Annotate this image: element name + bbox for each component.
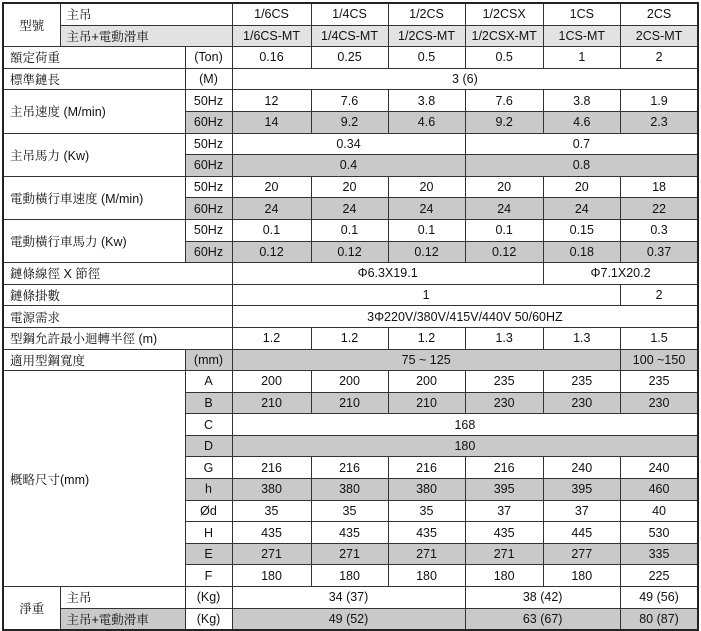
value-cell: 1.5 — [620, 327, 698, 349]
value-cell: 435 — [232, 522, 311, 544]
value-cell: 235 — [465, 371, 543, 393]
value-cell: 216 — [465, 457, 543, 479]
unit-cell: (Ton) — [185, 47, 232, 69]
value-cell: 1.2 — [232, 327, 311, 349]
value-cell: 380 — [388, 479, 465, 501]
dimension-key: B — [185, 392, 232, 414]
value-cell: 0.12 — [388, 241, 465, 263]
value-cell: 100 ~150 — [620, 349, 698, 371]
table-row — [3, 263, 698, 285]
table-row — [3, 3, 698, 25]
value-cell: 0.3 — [620, 219, 698, 241]
value-cell: 63 (67) — [465, 608, 620, 630]
freq-cell: 50Hz — [185, 133, 232, 155]
value-cell: 230 — [465, 392, 543, 414]
value-cell: 240 — [620, 457, 698, 479]
dimension-key: A — [185, 371, 232, 393]
value-cell: 216 — [232, 457, 311, 479]
value-cell: 80 (87) — [620, 608, 698, 630]
row-label: 電動橫行車馬力 (Kw) — [3, 219, 185, 262]
value-cell: 1/4CS-MT — [311, 25, 388, 47]
value-cell: 1.3 — [543, 327, 620, 349]
value-cell: Φ7.1X20.2 — [543, 263, 698, 285]
freq-cell: 50Hz — [185, 90, 232, 112]
value-cell: 35 — [232, 500, 311, 522]
value-cell: 277 — [543, 543, 620, 565]
value-cell: 0.18 — [543, 241, 620, 263]
unit-cell: (mm) — [185, 349, 232, 371]
value-cell: 180 — [311, 565, 388, 587]
main-hoist-label: 主吊 — [60, 3, 232, 25]
value-cell: 271 — [311, 543, 388, 565]
value-cell: 200 — [388, 371, 465, 393]
value-cell: 216 — [388, 457, 465, 479]
value-cell: 0.1 — [232, 219, 311, 241]
value-cell: 435 — [388, 522, 465, 544]
dimension-key: Ød — [185, 500, 232, 522]
value-cell: Φ6.3X19.1 — [232, 263, 543, 285]
value-cell: 1 — [543, 47, 620, 69]
value-cell: 2CS-MT — [620, 25, 698, 47]
value-cell: 200 — [232, 371, 311, 393]
value-cell: 14 — [232, 111, 311, 133]
value-cell: 7.6 — [465, 90, 543, 112]
value-cell: 0.5 — [465, 47, 543, 69]
value-cell: 49 (52) — [232, 608, 465, 630]
value-cell: 168 — [232, 414, 698, 436]
value-cell: 1 — [232, 284, 620, 306]
row-label: 額定荷重 — [3, 47, 185, 69]
value-cell: 37 — [465, 500, 543, 522]
dimension-key: G — [185, 457, 232, 479]
value-cell: 2 — [620, 47, 698, 69]
value-cell: 1/6CS-MT — [232, 25, 311, 47]
value-cell: 0.12 — [232, 241, 311, 263]
freq-cell: 60Hz — [185, 111, 232, 133]
value-cell: 271 — [388, 543, 465, 565]
table-row — [3, 176, 698, 198]
value-cell: 9.2 — [311, 111, 388, 133]
table-row — [3, 608, 698, 630]
value-cell: 0.25 — [311, 47, 388, 69]
value-cell: 2CS — [620, 3, 698, 25]
value-cell: 235 — [620, 371, 698, 393]
freq-cell: 50Hz — [185, 219, 232, 241]
value-cell: 0.37 — [620, 241, 698, 263]
value-cell: 4.6 — [543, 111, 620, 133]
value-cell: 395 — [465, 479, 543, 501]
main-hoist-label: 主吊 — [60, 587, 185, 609]
value-cell: 1/2CSX-MT — [465, 25, 543, 47]
value-cell: 24 — [232, 198, 311, 220]
value-cell: 1.2 — [311, 327, 388, 349]
value-cell: 216 — [311, 457, 388, 479]
value-cell: 0.12 — [311, 241, 388, 263]
value-cell: 3Φ220V/380V/415V/440V 50/60HZ — [232, 306, 698, 328]
value-cell: 20 — [388, 176, 465, 198]
value-cell: 210 — [388, 392, 465, 414]
value-cell: 230 — [543, 392, 620, 414]
dimension-key: F — [185, 565, 232, 587]
value-cell: 20 — [311, 176, 388, 198]
table-row — [3, 219, 698, 241]
table-row — [3, 587, 698, 609]
value-cell: 0.4 — [232, 155, 465, 177]
value-cell: 1/4CS — [311, 3, 388, 25]
value-cell: 12 — [232, 90, 311, 112]
dimension-key: C — [185, 414, 232, 436]
value-cell: 37 — [543, 500, 620, 522]
value-cell: 380 — [232, 479, 311, 501]
value-cell: 20 — [543, 176, 620, 198]
row-label: 主吊馬力 (Kw) — [3, 133, 185, 176]
value-cell: 24 — [465, 198, 543, 220]
value-cell: 1.3 — [465, 327, 543, 349]
value-cell: 271 — [465, 543, 543, 565]
value-cell: 0.7 — [465, 133, 698, 155]
main-trolley-label: 主吊+電動滑車 — [60, 608, 185, 630]
value-cell: 0.8 — [465, 155, 698, 177]
row-label: 鏈條線徑 X 節徑 — [3, 263, 232, 285]
value-cell: 335 — [620, 543, 698, 565]
value-cell: 240 — [543, 457, 620, 479]
value-cell: 200 — [311, 371, 388, 393]
value-cell: 3.8 — [543, 90, 620, 112]
value-cell: 225 — [620, 565, 698, 587]
value-cell: 38 (42) — [465, 587, 620, 609]
value-cell: 180 — [465, 565, 543, 587]
value-cell: 0.12 — [465, 241, 543, 263]
value-cell: 18 — [620, 176, 698, 198]
freq-cell: 60Hz — [185, 198, 232, 220]
main-trolley-label: 主吊+電動滑車 — [60, 25, 232, 47]
value-cell: 0.15 — [543, 219, 620, 241]
table-row — [3, 133, 698, 155]
freq-cell: 50Hz — [185, 176, 232, 198]
value-cell: 9.2 — [465, 111, 543, 133]
row-label: 適用型鋼寬度 — [3, 349, 185, 371]
dimension-key: E — [185, 543, 232, 565]
value-cell: 4.6 — [388, 111, 465, 133]
value-cell: 20 — [232, 176, 311, 198]
value-cell: 230 — [620, 392, 698, 414]
unit-cell: (M) — [185, 68, 232, 90]
table-row — [3, 47, 698, 69]
dimension-key: h — [185, 479, 232, 501]
value-cell: 445 — [543, 522, 620, 544]
unit-cell: (Kg) — [185, 608, 232, 630]
value-cell: 40 — [620, 500, 698, 522]
dimension-key: D — [185, 435, 232, 457]
row-label: 標準鏈長 — [3, 68, 185, 90]
value-cell: 271 — [232, 543, 311, 565]
table-row — [3, 349, 698, 371]
value-cell: 0.1 — [388, 219, 465, 241]
value-cell: 20 — [465, 176, 543, 198]
unit-cell: (Kg) — [185, 587, 232, 609]
row-label: 電源需求 — [3, 306, 232, 328]
value-cell: 210 — [232, 392, 311, 414]
value-cell: 34 (37) — [232, 587, 465, 609]
value-cell: 435 — [311, 522, 388, 544]
value-cell: 530 — [620, 522, 698, 544]
value-cell: 380 — [311, 479, 388, 501]
value-cell: 3 (6) — [232, 68, 698, 90]
value-cell: 2.3 — [620, 111, 698, 133]
value-cell: 235 — [543, 371, 620, 393]
freq-cell: 60Hz — [185, 155, 232, 177]
value-cell: 395 — [543, 479, 620, 501]
row-label: 電動橫行車速度 (M/min) — [3, 176, 185, 219]
value-cell: 1CS — [543, 3, 620, 25]
value-cell: 2 — [620, 284, 698, 306]
table-row — [3, 327, 698, 349]
value-cell: 24 — [311, 198, 388, 220]
hoist-spec-table — [2, 2, 699, 631]
value-cell: 1/2CS — [388, 3, 465, 25]
value-cell: 1/6CS — [232, 3, 311, 25]
value-cell: 1CS-MT — [543, 25, 620, 47]
value-cell: 1.9 — [620, 90, 698, 112]
net-weight-label: 淨重 — [3, 587, 60, 631]
value-cell: 49 (56) — [620, 587, 698, 609]
value-cell: 180 — [388, 565, 465, 587]
value-cell: 35 — [388, 500, 465, 522]
value-cell: 180 — [543, 565, 620, 587]
value-cell: 0.5 — [388, 47, 465, 69]
dimensions-label: 概略尺寸(mm) — [3, 371, 185, 587]
value-cell: 460 — [620, 479, 698, 501]
value-cell: 7.6 — [311, 90, 388, 112]
value-cell: 3.8 — [388, 90, 465, 112]
value-cell: 22 — [620, 198, 698, 220]
value-cell: 210 — [311, 392, 388, 414]
value-cell: 180 — [232, 565, 311, 587]
row-label: 主吊速度 (M/min) — [3, 90, 185, 133]
model-label: 型號 — [3, 3, 60, 47]
table-row — [3, 68, 698, 90]
row-label: 鏈條掛數 — [3, 284, 232, 306]
value-cell: 435 — [465, 522, 543, 544]
value-cell: 1/2CS-MT — [388, 25, 465, 47]
row-label: 型鋼允許最小迴轉半徑 (m) — [3, 327, 232, 349]
table-row — [3, 25, 698, 47]
value-cell: 180 — [232, 435, 698, 457]
freq-cell: 60Hz — [185, 241, 232, 263]
value-cell: 0.16 — [232, 47, 311, 69]
table-row — [3, 284, 698, 306]
value-cell: 75 ~ 125 — [232, 349, 620, 371]
table-row — [3, 306, 698, 328]
table-row — [3, 90, 698, 112]
value-cell: 24 — [543, 198, 620, 220]
value-cell: 35 — [311, 500, 388, 522]
value-cell: 24 — [388, 198, 465, 220]
table-row — [3, 371, 698, 393]
value-cell: 0.34 — [232, 133, 465, 155]
dimension-key: H — [185, 522, 232, 544]
value-cell: 1/2CSX — [465, 3, 543, 25]
value-cell: 0.1 — [311, 219, 388, 241]
value-cell: 0.1 — [465, 219, 543, 241]
value-cell: 1.2 — [388, 327, 465, 349]
